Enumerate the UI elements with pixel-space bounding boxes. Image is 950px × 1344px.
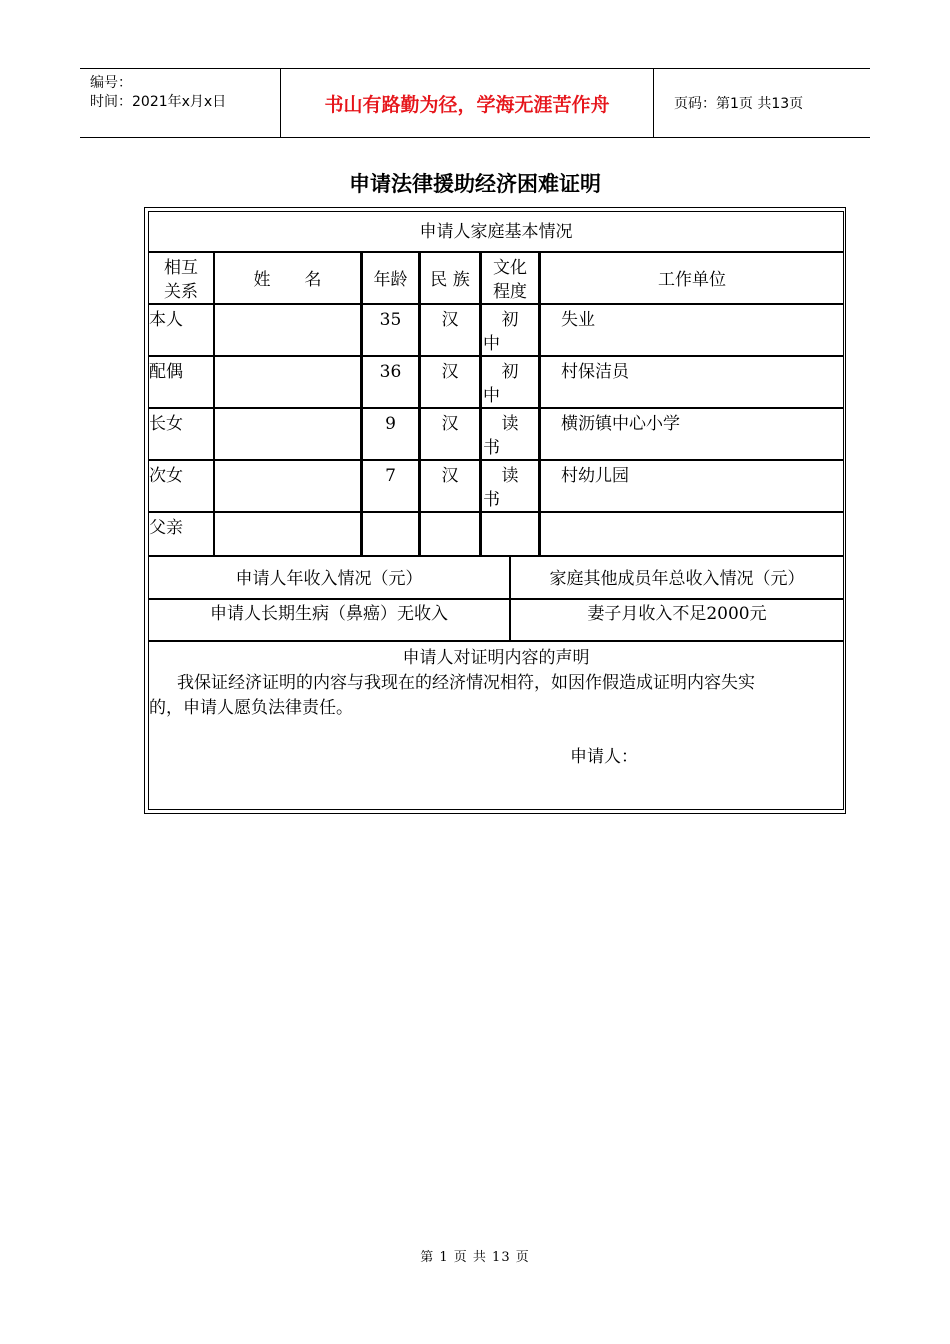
row-3-edu-l2: 书 <box>483 438 500 458</box>
row-3-ethnicity: 汉 <box>441 414 459 434</box>
page-info-text: 页码：第1页 共13页 <box>674 96 804 112</box>
col-age: 年龄 <box>373 270 408 290</box>
declaration-line-2: 的，申请人愿负法律责任。 <box>149 698 353 718</box>
applicant-income-header: 申请人年收入情况（元） <box>235 569 423 589</box>
row-1-age: 35 <box>379 310 402 330</box>
row-1-edu-l1: 初 <box>501 310 519 330</box>
col-relation-l2: 关系 <box>164 282 198 302</box>
col-education-l1: 文化 <box>493 258 527 278</box>
applicant-income-value: 申请人长期生病（鼻癌）无收入 <box>210 604 448 624</box>
number-label: 编号： <box>90 75 132 91</box>
col-work: 工作单位 <box>658 270 726 290</box>
row-1-work: 失业 <box>561 310 595 330</box>
row-4-ethnicity: 汉 <box>441 466 459 486</box>
col-ethnicity: 民 族 <box>430 270 470 290</box>
header-meta <box>80 69 281 137</box>
row-2-edu-l2: 中 <box>483 386 500 406</box>
document-title: 申请法律援助经济困难证明 <box>349 172 601 196</box>
page-footer: 第 1 页 共 13 页 <box>420 1250 530 1265</box>
row-3-relation: 长女 <box>149 414 183 434</box>
row-2-work: 村保洁员 <box>561 362 629 382</box>
date-label: 时间：2021年x月x日 <box>90 94 227 110</box>
row-5-relation: 父亲 <box>149 518 183 538</box>
col-education-l2: 程度 <box>493 282 527 302</box>
row-1-relation: 本人 <box>149 310 183 330</box>
form-table <box>144 207 846 814</box>
motto: 书山有路勤为径，学海无涯苦作舟 <box>281 69 654 137</box>
row-2-edu-l1: 初 <box>501 362 519 382</box>
row-4-edu-l2: 书 <box>483 490 500 510</box>
row-4-relation: 次女 <box>149 466 183 486</box>
row-3-age: 9 <box>385 414 396 434</box>
row-3-edu-l1: 读 <box>501 414 519 434</box>
row-1-ethnicity: 汉 <box>441 310 459 330</box>
row-2-age: 36 <box>379 362 402 382</box>
page-header <box>80 68 870 138</box>
col-relation-l1: 相互 <box>164 258 198 278</box>
declaration-heading: 申请人对证明内容的声明 <box>402 648 590 668</box>
section-title: 申请人家庭基本情况 <box>419 222 573 242</box>
row-4-work: 村幼儿园 <box>561 466 629 486</box>
col-name: 姓 名 <box>253 270 322 290</box>
declaration-line-1: 我保证经济证明的内容与我现在的经济情况相符，如因作假造成证明内容失实 <box>177 673 755 693</box>
row-4-edu-l1: 读 <box>501 466 519 486</box>
signature-label: 申请人： <box>570 747 638 767</box>
row-2-relation: 配偶 <box>149 362 183 382</box>
row-3-work: 横沥镇中心小学 <box>561 414 680 434</box>
page-info <box>664 69 870 137</box>
row-2-ethnicity: 汉 <box>441 362 459 382</box>
family-income-value: 妻子月收入不足2000元 <box>587 604 767 624</box>
row-1-edu-l2: 中 <box>483 334 500 354</box>
row-4-age: 7 <box>385 466 396 486</box>
family-income-header: 家庭其他成员年总收入情况（元） <box>549 569 805 589</box>
